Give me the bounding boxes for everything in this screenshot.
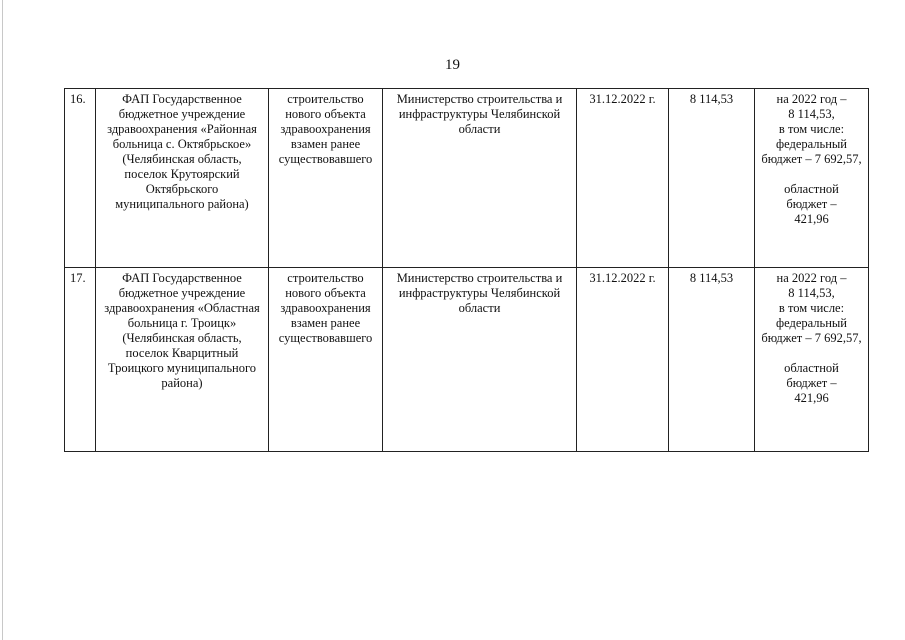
table-row [65, 89, 869, 268]
amount-cell: 8 114,53 [669, 268, 755, 452]
object-cell: ФАП Государственное бюджетное учреждение здравоохранения «Областная больница г. Троицк» (Челябинская область, поселок Кварцитный Троицкого муниципального района) [96, 268, 269, 452]
amount-cell: 8 114,53 [669, 89, 755, 268]
financing-cell: на 2022 год – 8 114,53, в том числе: федеральный бюджет – 7 692,57, областной бюджет – 421,96 [755, 89, 869, 268]
scan-edge-line [2, 0, 3, 640]
object-cell: ФАП Государственное бюджетное учреждение здравоохранения «Районная больница с. Октябрьское» (Челябинская область, поселок Крутоярский Октябрьского муниципального района) [96, 89, 269, 268]
deadline-cell: 31.12.2022 г. [577, 89, 669, 268]
agency-cell: Министерство строительства и инфраструктуры Челябинской области [383, 268, 577, 452]
table-row [65, 268, 869, 452]
financing-cell: на 2022 год – 8 114,53, в том числе: федеральный бюджет – 7 692,57, областной бюджет – 421,96 [755, 268, 869, 452]
row-number: 16. [65, 89, 96, 268]
program-table [64, 88, 869, 452]
agency-cell: Министерство строительства и инфраструктуры Челябинской области [383, 89, 577, 268]
deadline-cell: 31.12.2022 г. [577, 268, 669, 452]
work-type-cell: строительство нового объекта здравоохранения взамен ранее существовавшего [269, 268, 383, 452]
page-number: 19 [445, 57, 460, 73]
work-type-cell: строительство нового объекта здравоохранения взамен ранее существовавшего [269, 89, 383, 268]
row-number: 17. [65, 268, 96, 452]
